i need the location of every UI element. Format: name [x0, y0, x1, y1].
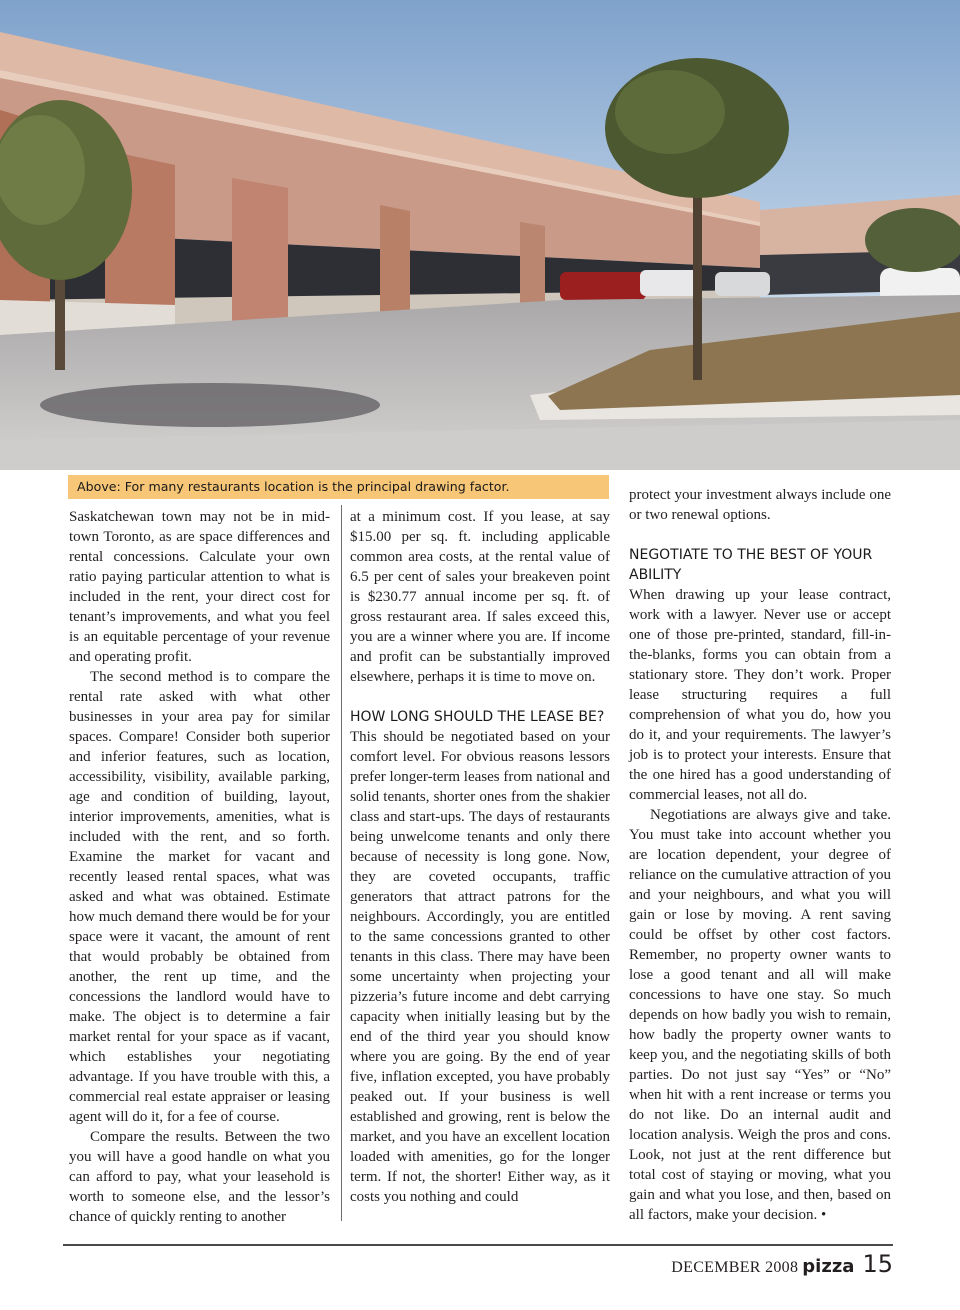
paragraph: protect your investment always include one or two renewal options. [629, 487, 891, 523]
paragraph: This should be negotiated based on your comfort level. For obvious reasons lessors prefer longer-term leases from national and solid tenants, shorter ones from the shakier class and start-ups. The days of restaurants being unwelcome tenants and only there because of necessity is long gone. Now, they are coveted occupants, traffic generators that attract patrons for the neighbours. Accordingly, you are entitled to the same concessions granted to other tenants in this class. There may have been some uncertainty when projecting your pizzeria’s future income and debt carrying capacity when initially leasing but by the end of the third year you should know where you are going. By the end of year five, inflation excepted, you have probably peaked out. If your business is well established and growing, rent is below the market, and you have an excellent location loaded with amenities, go for the longer term. If not, the shorter! Either way, as it costs you nothing and could [350, 729, 611, 1205]
column-rule [341, 505, 342, 1221]
paragraph: Saskatchewan town may not be in mid-town Toronto, as are space differences and rental concessions. Calculate your own ratio paying particular attention to what is included in the rent, your direct cost for tenant’s improvements, and what you feel is an equitable percentage of your revenue and operating profit. [69, 509, 330, 665]
issue-date: DECEMBER 2008 [671, 1259, 799, 1276]
paragraph: The second method is to compare the rental rate asked with what other businesses in your area pay for similar spaces. Compare! Consider both superior and inferior features, such as location, accessibility, visibility, available parking, age and condition of building, layout, interior improvements, amenities, what is included with the rent, and so forth. Examine the market for vacant and recently leased rental spaces, what was asked and what was obtained. Estimate how much demand there would be for your space were it vacant, the amount of rent that would probably be obtained from another, the rent up time, and the concessions the landlord would have to make. The object is to determine a fair market rental for your space as if vacant, which establishes your negotiating advantage. If you have trouble with this, a commercial real estate appraiser or leasing agent will do it, for a fee of course. [69, 669, 330, 1125]
paragraph: at a minimum cost. If you lease, at say $15.00 per sq. ft. including applicable common area costs, at the rental value of 6.5 per cent of sales your breakeven point is $230.77 annual income per sq. ft. of gross restaurant area. If sales exceed this, you are a winner where you are. If income and profit can be substantially improved elsewhere, perhaps it is time to move on. [350, 509, 610, 685]
section-heading-negotiate: NEGOTIATE TO THE BEST OF YOUR ABILITY [629, 547, 873, 583]
page-footer [671, 1250, 893, 1278]
paragraph: When drawing up your lease contract, work with a lawyer. Never use or accept one of those pre-printed, standard, fill-in-the-blanks, forms you can obtain from a stationary store. They don’t work. Proper lease structuring requires a full comprehension of what you do, how you do it, and your requirements. The lawyer’s job is to protect your interests. Ensure that the one hired has a good understanding of commercial leases, not all do. [629, 587, 891, 803]
section-heading-lease-length: HOW LONG SHOULD THE LEASE BE? [350, 709, 605, 725]
article-column-1 [69, 507, 330, 1227]
article-column-2 [350, 507, 610, 1207]
magazine-name: pizza [802, 1256, 855, 1277]
paragraph: Compare the results. Between the two you will have a good handle on what you can afford to pay, what your leasehold is worth to someone else, and the lessor’s chance of quickly renting to another [69, 1129, 330, 1225]
strip-mall-photo [0, 0, 960, 470]
photo-caption: Above: For many restaurants location is the principal drawing factor. [68, 475, 609, 499]
paragraph: Negotiations are always give and take. You must take into account whether you are location dependent, your degree of reliance on the cumulative attraction of you and your neighbours, and what you will gain or lose by moving. A rent saving could be offset by other cost factors. Remember, no property owner wants to lose a good tenant and all will make concessions to have one stay. So much depends on how badly you wish to remain, how badly the property owner wants to keep you, and the negotiating skills of both parties. Do not just say “Yes” or “No” when hit with a rent increase or terms you do not like. Do an internal audit and location analysis. Weigh the pros and cons. Look, not just at the rent difference but total cost of staying or moving, what you gain and what you lose, and then, based on all factors, make your decision. • [629, 807, 891, 1223]
page-number: 15 [862, 1250, 893, 1278]
footer-rule [63, 1244, 893, 1246]
article-column-3 [629, 485, 891, 1225]
